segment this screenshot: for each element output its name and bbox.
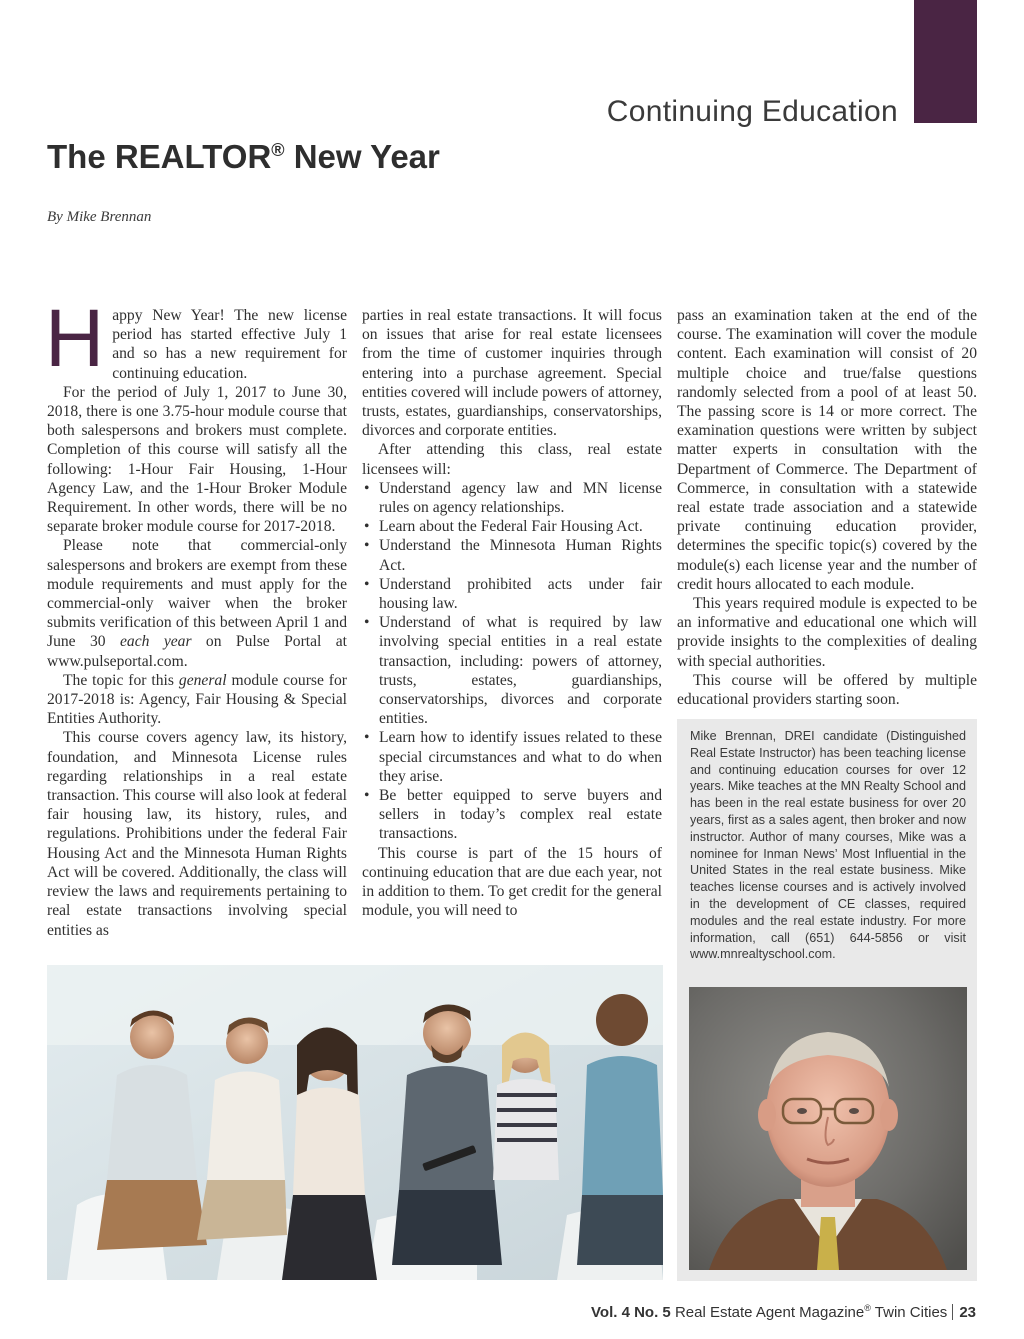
list-item: • Be better equipped to serve buyers and sellers in today’s complex real estate transactions.	[379, 786, 662, 844]
paragraph: After attending this class, real estate licensees will:	[362, 441, 662, 478]
author-photo-illustration	[689, 987, 967, 1270]
list-item: • Understand prohibited acts under fair housing law.	[379, 575, 662, 613]
paragraph: For the period of July 1, 2017 to June 30, 2018, there is one 3.75-hour module course that both salespersons and brokers must complete. Completion of this course will satisfy all the following: 1-Hour Fair Housing, 1-Hour Agency Law, and the 1-Hour Broker Module Requirement. In other words, there will be no separate broker module course for 2017-2018.	[47, 383, 347, 536]
city-name: Twin Cities	[874, 1304, 948, 1321]
drop-cap: H	[45, 293, 105, 384]
list-item: • Understand the Minnesota Human Rights Act.	[379, 536, 662, 574]
paragraph-text: module course for 2017-2018 is: Agency, Fair Housing & Special Entities Authority.	[47, 671, 347, 728]
paragraph: This course is part of the 15 hours of continuing education that are due each year, not in addition to them. To get credit for the general module, you will need to	[362, 844, 662, 920]
list-item: • Understand agency law and MN license rules on agency relationships.	[379, 479, 662, 517]
title-rest: New Year	[284, 138, 440, 175]
emphasis: general	[178, 671, 227, 689]
list-item: • Learn how to identify issues related to these special circumstances and what to do when they arise.	[379, 728, 662, 786]
section-color-tab	[914, 0, 977, 123]
paragraph	[47, 671, 347, 729]
title-text: The REALTOR	[47, 138, 272, 175]
volume-info: Vol. 4 No. 5	[591, 1304, 671, 1321]
footer-divider	[952, 1304, 953, 1320]
author-photo	[689, 987, 967, 1270]
registered-mark: ®	[271, 140, 285, 160]
page-number: 23	[959, 1304, 976, 1321]
classroom-photo	[47, 965, 663, 1280]
article-title	[47, 138, 440, 176]
paragraph-text: appy New Year! The new license period has started effective July 1 and so has a new requirement for continuing education.	[112, 307, 347, 382]
paragraph: This years required module is expected to be an informative and educational one which will provide insights to the complexities of dealing with special authorities.	[677, 595, 977, 670]
emphasis: each year	[119, 633, 192, 651]
paragraph: This course will be offered by multiple educational providers starting soon.	[677, 671, 977, 709]
paragraph: parties in real estate transactions. It will focus on issues that arise for real estate licensees from the time of customer inquiries through entering into a purchase agreement. Special entities covered will include powers of attorney, trusts, estates, guardianships, conservatorships, divorces and corporate entities.	[362, 307, 662, 440]
author-bio: Mike Brennan, DREI candidate (Distinguished Real Estate Instructor) has been teaching license and continuing education courses for over 12 years. Mike teaches at the MN Realty School and has been in the real estate business for over 20 years, first as a sales agent, then broker and now instructor. Author of many courses, Mike was a nominee for Inman News’ Most Influential in the United States in the real estate business. Mike teaches license courses and is actively involved in the development of CE classes, required modules and the real estate industry. For more information, call (651) 644-5856 or visit www.mnrealtyschool.com.	[690, 729, 966, 962]
paragraph: pass an examination taken at the end of the course. The examination will cover the module content. Each examination will consist of 20 multiple choice and true/false questions randomly selected from a pool of at least 50. The passing score is 14 or more correct. The examination questions were written by subject matter experts in consultation with the Department of Commerce. The Department of Commerce, in consultation with a statewide real estate trade association and a statewide private continuing education provider, determines the specific topic(s) covered by the module(s) each license year and the number of credit hours allocated to each module.	[677, 307, 977, 593]
byline: By Mike Brennan	[47, 209, 152, 225]
paragraph-text: The topic for this	[63, 671, 179, 689]
paragraph-text: on Pulse Portal at www.pulseportal.com.	[47, 633, 348, 670]
paragraph-text: Please note that commercial-only salespersons and brokers are exempt from these module requirements and must apply for the commercial-only waiver when the broker submits verification of this between April 1 and June 30	[47, 537, 347, 651]
registered-mark: ®	[864, 1303, 871, 1313]
article-column-2	[362, 306, 662, 921]
list-item: • Understand of what is required by law involving special entities in a real estate transaction, including: powers of attorney, trusts, estates, guardianships, conservatorships, divorces and corporate entities.	[379, 613, 662, 728]
paragraph: This course covers agency law, its history, foundation, and Minnesota License rules regarding relationships in a real estate transaction. This course will also look at federal fair housing law, its history, rules, and regulations. Prohibitions under the federal Fair Housing Act and the Minnesota Human Rights Act will be covered. Additionally, the class will review the laws and requirements pertaining to real estate transactions involving special entities as	[47, 729, 347, 939]
section-label: Continuing Education	[606, 95, 898, 128]
paragraph	[47, 536, 347, 670]
magazine-name: Real Estate Agent Magazine	[674, 1304, 865, 1321]
article-column-3	[677, 306, 977, 709]
list-item: • Learn about the Federal Fair Housing Act.	[379, 517, 662, 536]
outcomes-list	[362, 479, 662, 844]
page-footer	[591, 1303, 976, 1321]
article-column-1	[45, 293, 348, 940]
classroom-photo-illustration	[47, 965, 663, 1280]
paragraph	[45, 293, 347, 384]
